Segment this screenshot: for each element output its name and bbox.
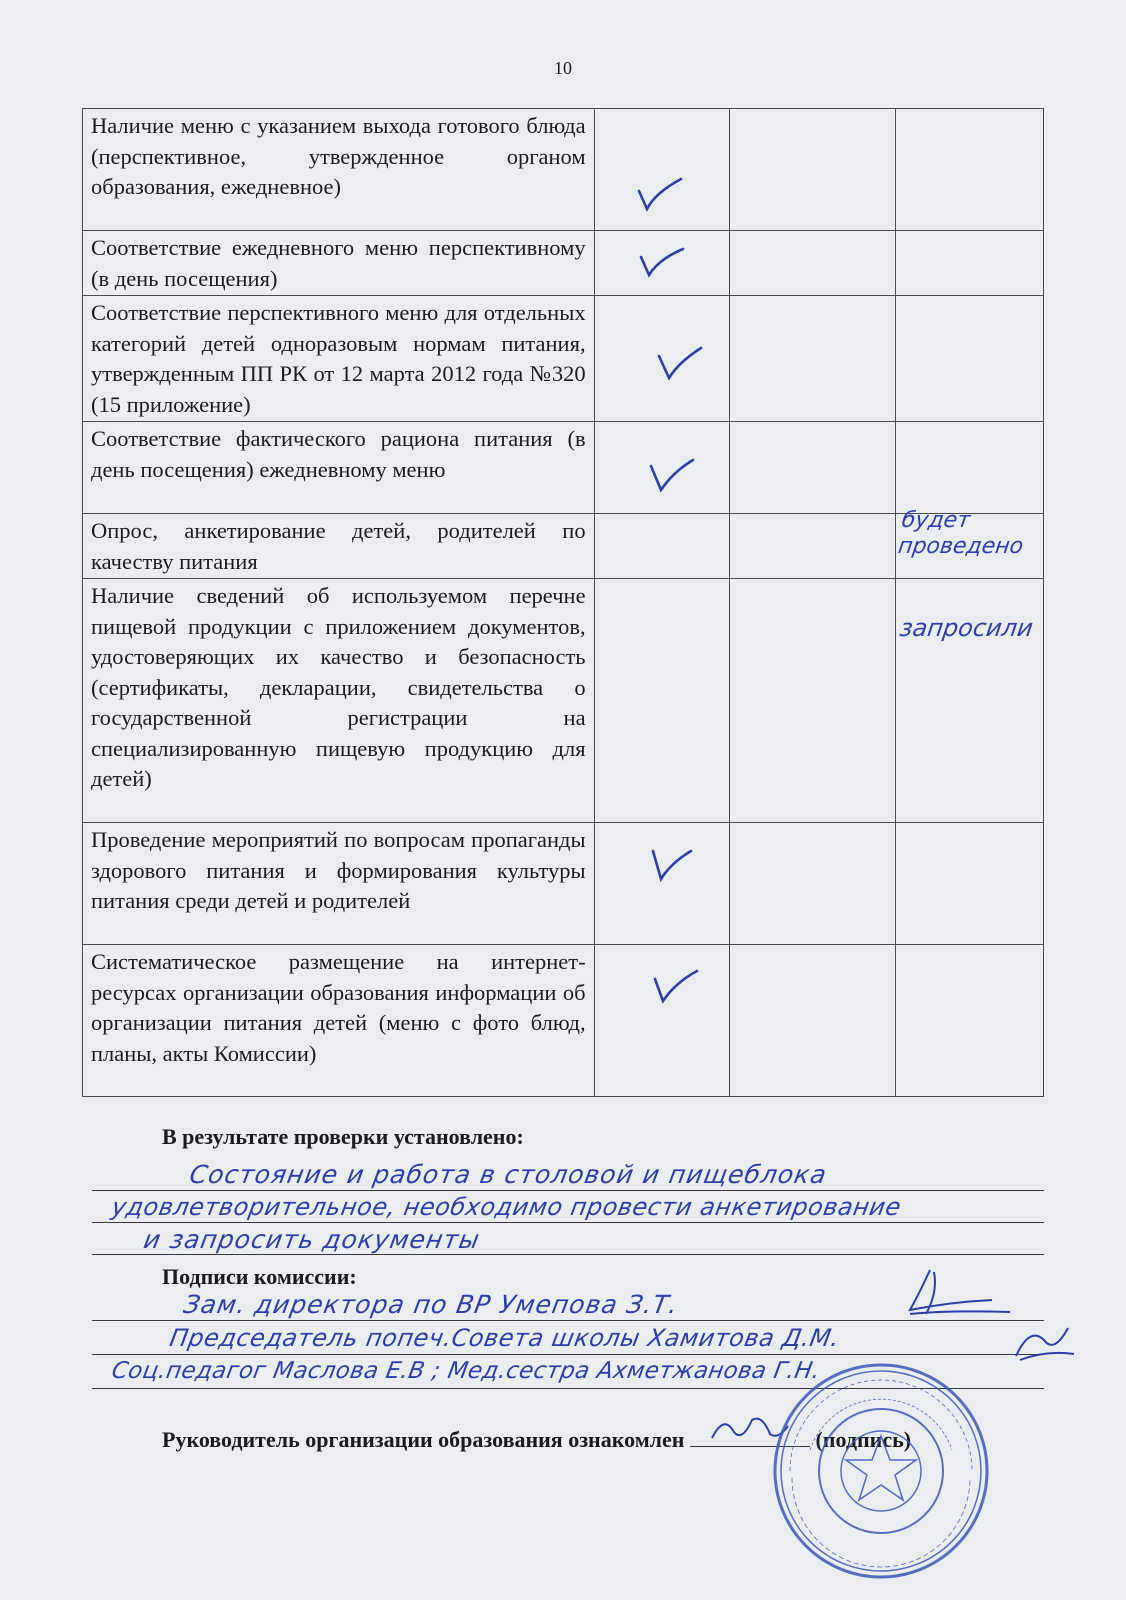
commission-member-line: Зам. директора по ВР Умепова З.Т. xyxy=(181,1290,681,1319)
result-title: В результате проверки установлено: xyxy=(162,1124,524,1149)
note-cell xyxy=(896,579,1044,823)
table-row xyxy=(83,109,1044,231)
checkmark-icon xyxy=(651,969,701,1005)
empty-cell xyxy=(730,945,896,1097)
criterion-cell: Систематическое размещение на интернет-ресурсах организации образования информации об организации питания детей (меню с фото блюд, планы, акты Комиссии) xyxy=(83,945,595,1097)
mark-cell xyxy=(594,945,730,1097)
table-row xyxy=(83,579,1044,823)
empty-cell xyxy=(730,579,896,823)
criterion-cell: Наличие сведений об используемом перечне пищевой продукции с приложением документов, удостоверяющих их качество и безопасность (сертификаты, декларации, свидетельства о государственной регистрации на специализированную пищевую продукцию для детей) xyxy=(83,579,595,823)
checkmark-icon xyxy=(647,847,697,883)
criterion-cell: Проведение мероприятий по вопросам пропаганды здорового питания и формирования культуры питания среди детей и родителей xyxy=(83,823,595,945)
note-cell xyxy=(896,945,1044,1097)
table-row xyxy=(83,823,1044,945)
signature-scribble xyxy=(1010,1320,1080,1366)
page-number: 10 xyxy=(554,58,572,78)
table-row xyxy=(83,945,1044,1097)
note-cell xyxy=(896,231,1044,296)
signature-scribble xyxy=(880,1262,1020,1326)
mark-cell xyxy=(594,514,730,579)
checkmark-icon xyxy=(635,177,685,213)
mark-cell xyxy=(594,823,730,945)
empty-cell xyxy=(730,231,896,296)
checklist-table xyxy=(82,108,1044,1097)
handwritten-note: будет проведено xyxy=(896,508,1026,559)
footer-text: Руководитель организации образования ознакомлен xyxy=(162,1427,685,1452)
criterion-cell: Опрос, анкетирование детей, родителей по качеству питания xyxy=(83,514,595,579)
table-row xyxy=(83,422,1044,514)
commission-member-line: Соц.педагог Маслова Е.В ; Мед.сестра Ахметжанова Г.Н. xyxy=(109,1358,823,1384)
table-row xyxy=(83,296,1044,422)
result-handwritten-line: Состояние и работа в столовой и пищеблока xyxy=(187,1160,830,1189)
empty-cell xyxy=(730,514,896,579)
criterion-cell: Соответствие ежедневного меню перспективному (в день посещения) xyxy=(83,231,595,296)
empty-cell xyxy=(730,296,896,422)
checkmark-icon xyxy=(647,458,697,494)
signatures-title: Подписи комиссии: xyxy=(162,1264,357,1289)
mark-cell xyxy=(594,422,730,514)
empty-cell xyxy=(730,823,896,945)
commission-member-line: Председатель попеч.Совета школы Хамитова Д.М. xyxy=(167,1324,842,1352)
criterion-cell: Соответствие перспективного меню для отдельных категорий детей одноразовым нормам питания, утвержденным ПП РК от 12 марта 2012 года №320 (15 приложение) xyxy=(83,296,595,422)
note-cell xyxy=(896,109,1044,231)
result-line-rule xyxy=(92,1254,1044,1255)
criterion-cell: Наличие меню с указанием выхода готового блюда (перспективное, утвержденное органом образования, ежедневное) xyxy=(83,109,595,231)
signature-line-rule xyxy=(92,1354,1044,1355)
table-row xyxy=(83,231,1044,296)
result-line-rule xyxy=(92,1222,1044,1223)
table-row xyxy=(83,514,1044,579)
round-seal-stamp xyxy=(770,1360,992,1582)
empty-cell xyxy=(730,109,896,231)
note-cell xyxy=(896,508,1044,579)
result-handwritten-line: и запросить документы xyxy=(141,1225,483,1254)
result-line-rule xyxy=(92,1190,1044,1191)
handwritten-note: запросили xyxy=(898,614,1035,642)
mark-cell xyxy=(594,579,730,823)
result-handwritten-line: удовлетворительное, необходимо провести анкетирование xyxy=(109,1193,904,1221)
note-cell xyxy=(896,296,1044,422)
empty-cell xyxy=(730,422,896,514)
criterion-cell: Соответствие фактического рациона питания (в день посещения) ежедневному меню xyxy=(83,422,595,514)
mark-cell xyxy=(594,296,730,422)
note-cell xyxy=(896,823,1044,945)
mark-cell xyxy=(594,109,730,231)
note-cell xyxy=(896,422,1044,514)
checkmark-icon xyxy=(637,245,687,281)
checkmark-icon xyxy=(655,346,705,382)
footer-suffix: (подпись) xyxy=(815,1427,912,1452)
mark-cell xyxy=(594,231,730,296)
